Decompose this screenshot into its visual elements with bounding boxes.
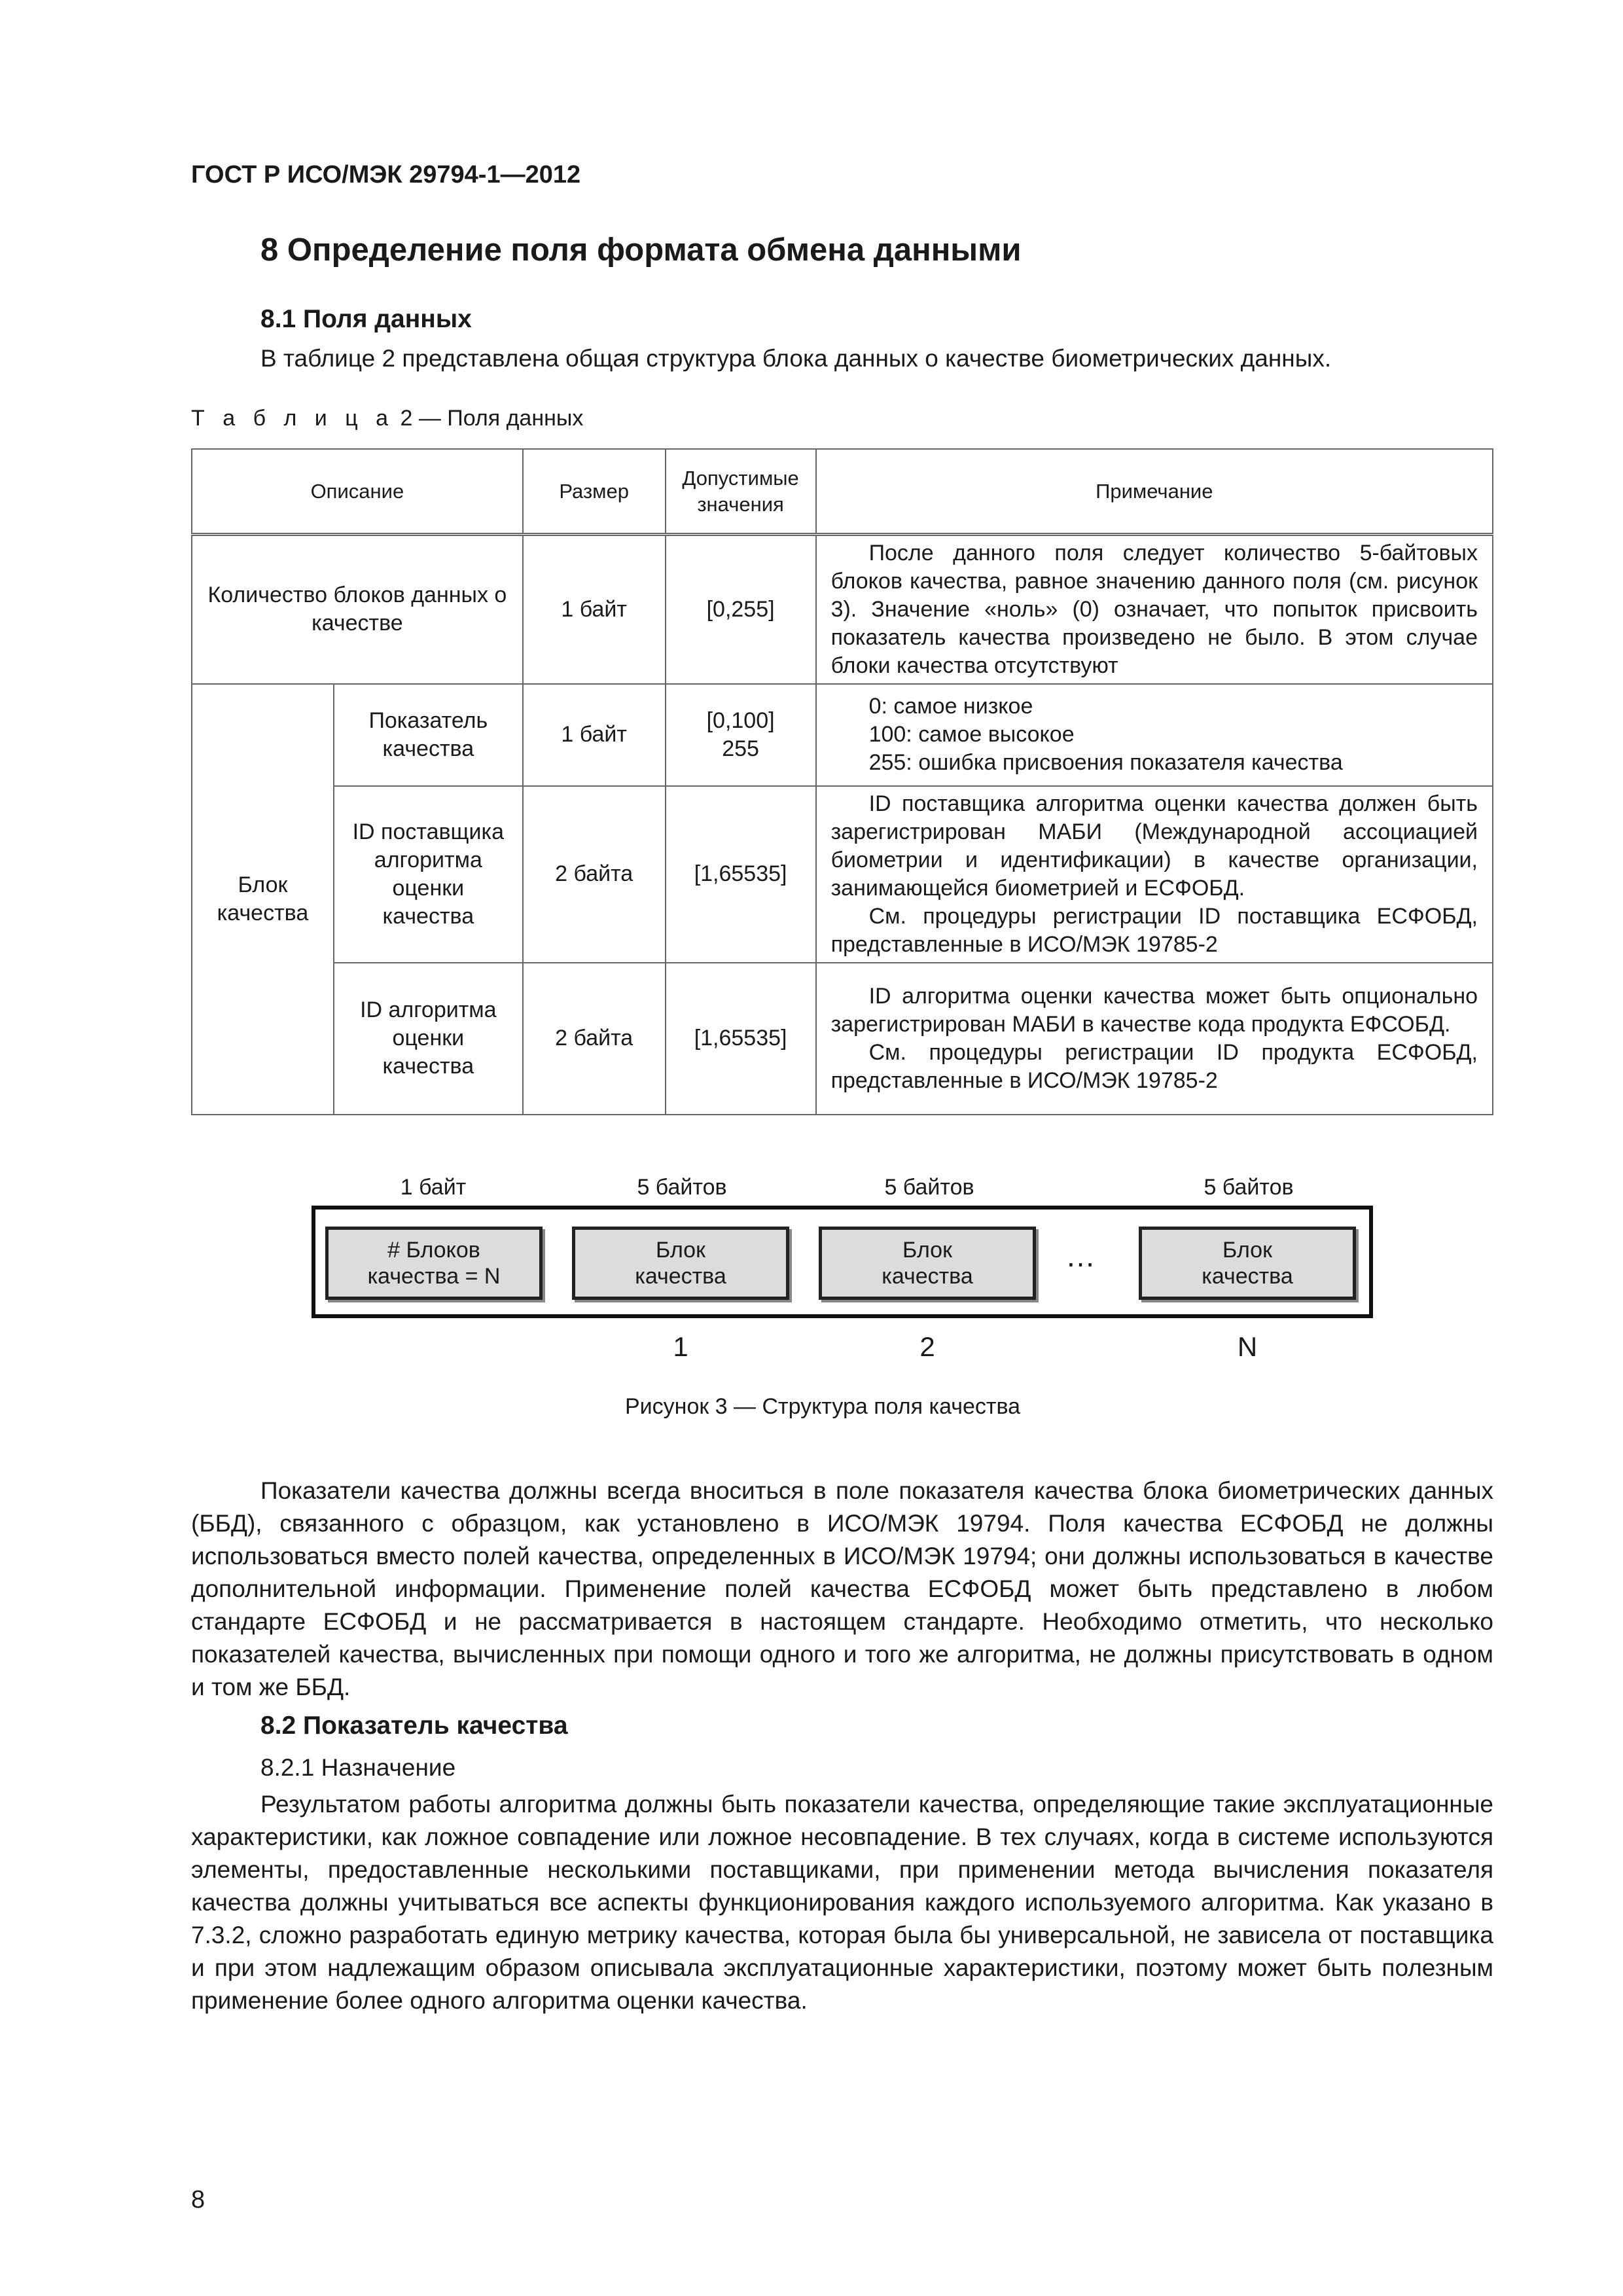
- row3-note: [816, 786, 1493, 963]
- document-header: ГОСТ Р ИСО/МЭК 29794-1—2012: [191, 161, 581, 188]
- section-title: 8 Определение поля формата обмена данными: [260, 232, 1022, 268]
- block-count-box: [325, 1227, 543, 1300]
- block-number: 2: [919, 1331, 935, 1362]
- row1-note: [816, 535, 1493, 684]
- body-paragraph-text: Показатели качества должны всегда вноситься в поле показателя качества блока биометрических данных (ББД), связанного с образцом, как установлено в ИСО/МЭК 19794. Поля качества ЕСФОБД не должны использоваться вместо полей качества, определенных в ИСО/МЭК 19794; они должны использоваться в качестве дополнительной информации. Применение полей качества ЕСФОБД может быть представлено в любом стандарте ЕСФОБД и не рассматривается в настоящем стандарте. Необходимо отметить, что несколько показателей качества, вычисленных при помощи одного и того же алгоритма, не должны присутствовать в одном и том же ББД.: [191, 1477, 1493, 1700]
- quality-block-box: [1139, 1227, 1356, 1300]
- quality-block-box: [572, 1227, 789, 1300]
- body-paragraph: [191, 1788, 1493, 2017]
- row3-note-1: ID поставщика алгоритма оценки качества должен быть зарегистрирован МАБИ (Международной ассоциацией биометрии и идентификации) в качестве организации, занимающейся биометрией и ЕСФОБД.: [830, 791, 1478, 901]
- row1-range: [0,255]: [666, 535, 816, 684]
- table-header-row: [192, 449, 1493, 535]
- row1-size: 1 байт: [523, 535, 666, 684]
- subsection-title: 8.1 Поля данных: [260, 305, 472, 333]
- row3-size: 2 байта: [523, 786, 666, 963]
- header-note: Примечание: [816, 449, 1493, 535]
- header-allowed: Допустимые значения: [666, 449, 816, 535]
- quality-block-line-1: Блок: [656, 1238, 705, 1263]
- table-row: [192, 786, 1493, 963]
- row2-note-3: 255: ошибка присвоения показателя качества: [868, 750, 1343, 775]
- block-count-line-1: # Блоков: [387, 1238, 480, 1263]
- quality-block-line-2: качества: [635, 1264, 726, 1289]
- figure-caption: Рисунок 3 — Структура поля качества: [625, 1394, 1021, 1419]
- block-number: 1: [673, 1331, 688, 1362]
- table-caption-label: Т а б л и ц а: [191, 406, 395, 431]
- table-row: [192, 684, 1493, 786]
- data-fields-table: [191, 448, 1493, 1115]
- row4-note-2: См. процедуры регистрации ID продукта ЕСФОБД, представленные в ИСО/МЭК 19785-2: [830, 1039, 1478, 1093]
- row2-desc: Показатель качества: [334, 684, 523, 786]
- intro-paragraph: В таблице 2 представлена общая структура блока данных о качестве биометрических данных.: [260, 345, 1332, 372]
- figure-size-label: 5 байтов: [1204, 1175, 1294, 1200]
- figure-size-label: 1 байт: [400, 1175, 467, 1200]
- body-paragraph-text: Результатом работы алгоритма должны быть показатели качества, определяющие такие эксплуатационные характеристики, как ложное совпадение или ложное несовпадение. В тех случаях, когда в системе используются элементы, предоставленные несколькими поставщиками, при применении метода вычисления показателя качества должны учитываться все аспекты функционирования каждого используемого алгоритма. Как указано в 7.3.2, сложно разработать единую метрику качества, которая была бы универсальной, не зависела от поставщика и при этом надлежащим образом описывала эксплуатационные характеристики, поэтому может быть полезным применение более одного алгоритма оценки качества.: [191, 1791, 1493, 2014]
- body-paragraph: [191, 1475, 1493, 1704]
- row3-desc: ID поставщика алгоритма оценки качества: [334, 786, 523, 963]
- ellipsis: …: [1065, 1239, 1098, 1273]
- subsubsection-title: 8.2.1 Назначение: [260, 1754, 456, 1781]
- table-caption-text: 2 — Поля данных: [394, 406, 584, 431]
- row2-note: [816, 684, 1493, 786]
- quality-block-line-1: Блок: [1222, 1238, 1272, 1263]
- group-label: Блок качества: [192, 684, 334, 1115]
- header-description: Описание: [192, 449, 523, 535]
- block-count-line-2: качества = N: [367, 1264, 501, 1289]
- row4-size: 2 байта: [523, 963, 666, 1115]
- row1-desc: Количество блоков данных о качестве: [192, 535, 523, 684]
- row4-range: [1,65535]: [666, 963, 816, 1115]
- row1-note-text: После данного поля следует количество 5-байтовых блоков качества, равное значению данного поля (см. рисунок 3). Значение «ноль» (0) означает, что попыток присвоить показатель качества произведено не было. В этом случае блоки качества отсутствуют: [830, 540, 1478, 678]
- row4-note: [816, 963, 1493, 1115]
- figure-size-label: 5 байтов: [884, 1175, 974, 1200]
- quality-block-line-1: Блок: [902, 1238, 952, 1263]
- row4-desc: ID алгоритма оценки качества: [334, 963, 523, 1115]
- quality-block-box: [819, 1227, 1036, 1300]
- row2-range-1: [0,100]: [706, 708, 775, 733]
- quality-block-line-2: качества: [882, 1264, 973, 1289]
- figure-size-label: 5 байтов: [637, 1175, 727, 1200]
- row2-size: 1 байт: [523, 684, 666, 786]
- table-row: [192, 535, 1493, 684]
- row3-range: [1,65535]: [666, 786, 816, 963]
- quality-block-line-2: качества: [1202, 1264, 1293, 1289]
- row2-range: [666, 684, 816, 786]
- row2-range-2: 255: [722, 736, 759, 761]
- page-number: 8: [191, 2186, 205, 2214]
- row2-note-1: 0: самое низкое: [868, 694, 1033, 719]
- table-caption: [191, 406, 583, 431]
- row4-note-1: ID алгоритма оценки качества может быть опционально зарегистрирован МАБИ в качестве кода продукта ЕФСОБД.: [830, 983, 1478, 1037]
- block-number: N: [1237, 1331, 1258, 1362]
- table-row: [192, 963, 1493, 1115]
- header-size: Размер: [523, 449, 666, 535]
- subsection-title-2: 8.2 Показатель качества: [260, 1712, 568, 1740]
- row2-note-2: 100: самое высокое: [868, 722, 1075, 747]
- row3-note-2: См. процедуры регистрации ID поставщика ЕСФОБД, представленные в ИСО/МЭК 19785-2: [830, 903, 1478, 957]
